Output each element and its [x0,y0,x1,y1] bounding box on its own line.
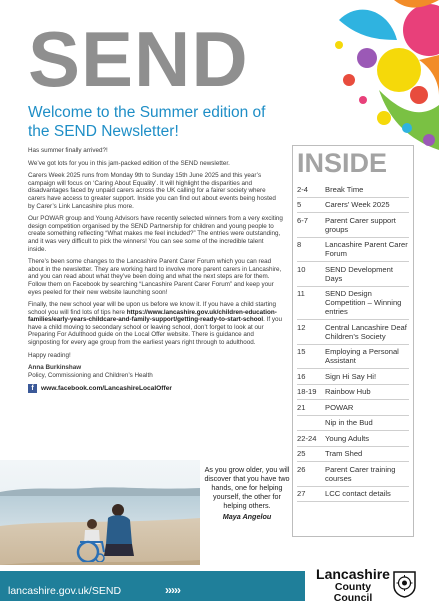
toc-page-number: 15 [297,347,306,356]
footer-bar [0,571,305,601]
intro-paragraph: We’ve got lots for you in this jam-packed edition of the SEND newsletter. [28,159,230,167]
toc-item-title: SEND Development Days [325,264,393,283]
toc-row [297,400,409,416]
toc-item-title: Carers’ Week 2025 [325,200,390,209]
toc-item-title: Parent Carer support groups [325,215,396,234]
toc-row [297,238,409,263]
quote-text: As you grow older, you will discover that you have two hands, one for helping yourself, the other for helping others. [204,465,290,510]
logo-text: Lancashire County Council [316,566,390,604]
toc-row [297,287,409,321]
toc-row [297,198,409,214]
toc-item-title: Rainbow Hub [325,387,371,396]
toc-item-title: Tram Shed [325,449,363,458]
quote-author: Maya Angelou [222,512,272,521]
intro-paragraph: Has summer finally arrived?! [28,147,108,154]
toc-page-number: 22-24 [297,433,317,443]
signature-role: Policy, Commissioning and Children’s Health [28,371,153,379]
chevron-right-icon: ››››› [165,583,180,597]
toc-row [297,385,409,401]
toc-row [297,416,409,432]
toc-row [297,345,409,370]
colour-splash-graphic [279,0,439,150]
inside-contents-box [292,145,414,537]
toc-row [297,213,409,238]
toc-page-number: 11 [297,289,305,298]
toc-item-title: Lancashire Parent Carer Forum [325,240,408,258]
toc-item-title: Break Time [325,184,364,194]
toc-page-number: 25 [297,449,306,458]
toc-page-number: 5 [297,200,302,209]
toc-item-title: Young Adults [325,433,370,443]
toc-item-title: Nip in the Bud [325,418,373,427]
lancashire-county-council-logo [311,567,425,605]
welcome-heading: Welcome to the Summer edition of the SEND Newsletter! [28,104,266,140]
toc-page-number: 6-7 [297,215,308,225]
toc-item-title: SEND Design Competition – Winning entries [325,289,402,316]
toc-page-number: 27 [297,489,306,498]
footer [0,565,439,606]
toc-row [297,462,409,487]
toc-page-number: 21 [297,402,306,412]
toc-page-number: 12 [297,322,306,332]
facebook-url[interactable]: www.facebook.com/LancashireLocalOffer [41,385,172,393]
toc-row [297,320,409,345]
toc-page-number: 16 [297,371,306,381]
toc-item-title: Central Lancashire Deaf Children’s Society [325,322,407,341]
contents-list [297,182,409,502]
school-link[interactable]: https://www.lancashire.gov.uk/children-education-families/early-years-childcare-and-family-support/getting-ready-to-start-school [28,308,277,324]
inside-title: INSIDE [297,148,388,178]
intro-paragraph: Happy reading! [28,351,71,359]
quote-block [203,465,291,521]
rose-crest-icon [392,570,417,598]
toc-page-number: 18-19 [297,387,317,396]
toc-item-title: POWAR [325,402,354,412]
toc-page-number: 26 [297,464,306,474]
beach-photo [0,460,200,570]
toc-item-title: LCC contact details [325,489,391,498]
toc-row [297,262,409,287]
toc-row [297,447,409,463]
intro-text [28,147,283,393]
toc-page-number: 2-4 [297,184,308,194]
signature-name: Anna Burkinshaw [28,364,82,372]
toc-page-number [297,418,325,427]
facebook-icon: f [28,384,37,393]
toc-item-title: Employing a Personal Assistant [325,347,399,365]
toc-page-number: 8 [297,240,302,249]
toc-row [297,369,409,385]
footer-url-link[interactable]: lancashire.gov.uk/SEND [8,585,122,597]
facebook-link[interactable] [28,384,283,393]
toc-item-title: Sign Hi Say Hi! [325,371,377,381]
toc-row [297,487,409,503]
intro-paragraph: Finally, the new school year will be upon us before we know it. If you have a child starting school you will find lots of tips here https://www.lancashire.gov.uk/children-education-families/early-years-childcare-and-family-support/getting-ready-to-start-school. If you have a child moving to secondary school or leaving school, don’t forget to look at our Preparing For Adulthood guide on the Local Offer website. There is guidance and signposting for every age group from the earliest years right through to adulthood. [28,301,283,347]
intro-paragraph: Carers Week 2025 runs from Monday 9th to Sunday 15th June 2025 and this year’s campaign will focus on ‘Caring About Equality’. It will highlight the disparities and disadvantages faced by unpaid carers across the UK calling for a fairer society where carers have access to greater support. Inside you can find out about events being hosted by Carer’s Link Lancashire plus more. [28,172,276,210]
intro-paragraph: Our POWAR group and Young Advisors have recently selected winners from a very exciting design competition organised by the SEND Partnership for children and young people to create something reflecting “What makes me feel included?” The entries were outstanding, and it was very difficult to pick the winners! You can see some of the incredible talent inside. [28,215,283,253]
intro-paragraph: There’s been some changes to the Lancashire Parent Carer Forum which you can read about in the newsletter. They are working hard to involve more parent carers in Lancashire, and you can read about what they’ve been doing and what the next steps are for them. Follow them on Facebook by searching “Lancashire Parent Carer Forum” and keep your eyes peeled for their new website launching soon! [28,258,282,296]
toc-row [297,431,409,447]
masthead-title: SEND [28,15,249,103]
toc-page-number: 10 [297,264,306,274]
toc-item-title: Parent Carer training courses [325,464,396,483]
toc-row [297,182,409,198]
